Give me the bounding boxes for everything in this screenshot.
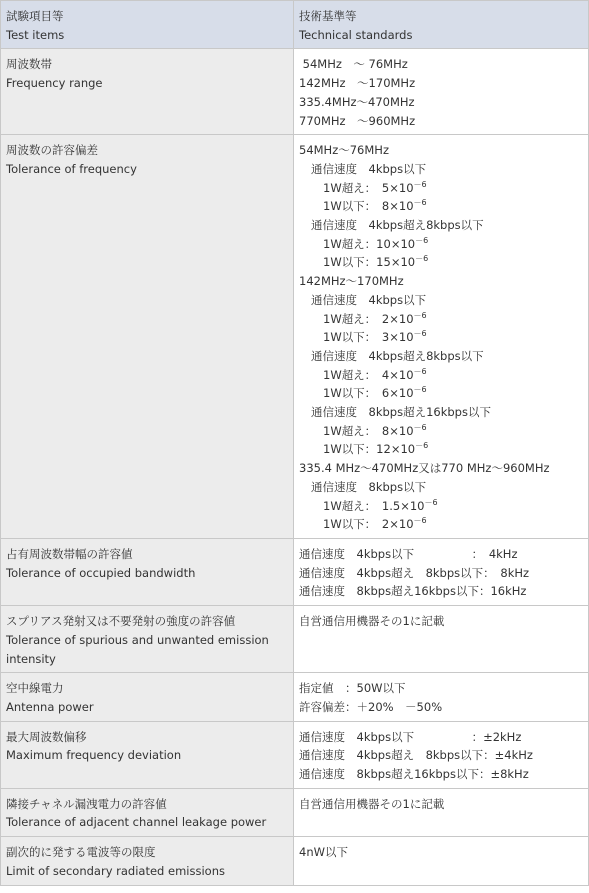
exponent: －6 bbox=[424, 497, 438, 507]
test-item-en: Limit of secondary radiated emissions bbox=[6, 863, 225, 878]
test-item-cell bbox=[1, 135, 294, 539]
standard-line bbox=[299, 422, 583, 441]
exponent: －6 bbox=[413, 179, 427, 189]
table-row bbox=[1, 135, 589, 539]
standard-line-text: 1W超え： 4×10 bbox=[323, 367, 414, 382]
exponent: －6 bbox=[413, 516, 427, 526]
standard-line-text: 1W以下： 2×10 bbox=[323, 517, 414, 532]
test-item-cell bbox=[1, 788, 294, 836]
test-item-cell bbox=[1, 606, 294, 673]
test-item-en: Tolerance of occupied bandwidth bbox=[6, 565, 196, 580]
test-item-ja: 周波数の許容偏差 bbox=[6, 143, 98, 158]
standard-line-text: 通信速度 8kbps以下 bbox=[311, 479, 427, 494]
standard-line: 通信速度 4kbps超え 8kbps以下：±4kHz bbox=[299, 748, 533, 763]
standard-line-text: 通信速度 4kbps以下 bbox=[311, 292, 427, 307]
standard-line: 自営通信用機器その1に記載 bbox=[299, 796, 445, 811]
table-row bbox=[1, 673, 589, 721]
standard-cell bbox=[294, 721, 589, 788]
standard-line: 通信速度 8kbps超え16kbps以下：±8kHz bbox=[299, 767, 529, 782]
standard-line bbox=[299, 515, 583, 534]
standard-cell bbox=[294, 538, 589, 605]
standard-line: 許容偏差：＋20% －50% bbox=[299, 699, 443, 714]
test-item-ja: スプリアス発射又は不要発射の強度の許容値 bbox=[6, 614, 236, 629]
test-item-en: Tolerance of adjacent channel leakage power bbox=[6, 815, 267, 830]
standard-line-text: 1W超え： 5×10 bbox=[323, 180, 414, 195]
standard-line bbox=[299, 478, 583, 497]
test-item-ja: 副次的に発する電波等の限度 bbox=[6, 845, 156, 860]
standard-line-text: 1W以下： 6×10 bbox=[323, 386, 414, 401]
standard-line: 770MHz ～960MHz bbox=[299, 113, 416, 128]
table-row bbox=[1, 721, 589, 788]
exponent: －6 bbox=[415, 235, 429, 245]
table-body bbox=[1, 1, 589, 886]
standard-line-text: 通信速度 4kbps超え8kbps以下 bbox=[311, 218, 484, 233]
standard-line bbox=[299, 366, 583, 385]
test-item-en: Tolerance of spurious and unwanted emission intensity bbox=[6, 632, 269, 666]
test-item-cell bbox=[1, 721, 294, 788]
standard-line bbox=[299, 347, 583, 366]
standard-line-text: 1W超え： 1.5×10 bbox=[323, 498, 425, 513]
exponent: －6 bbox=[413, 422, 427, 432]
standard-line-text: 1W超え： 8×10 bbox=[323, 423, 414, 438]
standard-line: 54MHz ～ 76MHz bbox=[299, 57, 408, 72]
standard-line-text: 通信速度 8kbps超え16kbps以下 bbox=[311, 405, 491, 420]
standard-line-text: 1W以下：12×10 bbox=[323, 442, 416, 457]
standard-cell bbox=[294, 788, 589, 836]
test-item-ja: 空中線電力 bbox=[6, 681, 64, 696]
standard-line-text: 1W以下：15×10 bbox=[323, 255, 416, 270]
test-item-en: Tolerance of frequency bbox=[6, 161, 137, 176]
exponent: －6 bbox=[413, 198, 427, 208]
standard-line: 142MHz ～170MHz bbox=[299, 76, 416, 91]
test-item-en: Antenna power bbox=[6, 699, 94, 714]
test-item-en: Maximum frequency deviation bbox=[6, 748, 182, 763]
test-item-cell bbox=[1, 673, 294, 721]
standard-line bbox=[299, 197, 583, 216]
table-row bbox=[1, 606, 589, 673]
standard-line bbox=[299, 272, 583, 291]
standard-line: 通信速度 4kbps以下 ： 4kHz bbox=[299, 546, 518, 561]
standard-line-text: 1W超え：10×10 bbox=[323, 236, 416, 251]
standard-line-text: 54MHz～76MHz bbox=[299, 143, 389, 158]
standard-line: 335.4MHz～470MHz bbox=[299, 94, 415, 109]
standard-line bbox=[299, 141, 583, 160]
test-item-ja: 占有周波数帯幅の許容値 bbox=[6, 546, 133, 561]
standard-line bbox=[299, 310, 583, 329]
standard-line-text: 335.4 MHz～470MHz又は770 MHz～960MHz bbox=[299, 461, 550, 476]
table-row bbox=[1, 788, 589, 836]
standard-line bbox=[299, 291, 583, 310]
test-item-cell bbox=[1, 538, 294, 605]
exponent: －6 bbox=[415, 254, 429, 264]
standard-line-text: 通信速度 4kbps以下 bbox=[311, 161, 427, 176]
test-item-ja: 最大周波数偏移 bbox=[6, 729, 87, 744]
header-col2-ja: 技術基準等 bbox=[299, 9, 357, 23]
standard-line: 通信速度 4kbps超え 8kbps以下： 8kHz bbox=[299, 565, 530, 580]
standard-line-text: 1W超え： 2×10 bbox=[323, 311, 414, 326]
test-item-en: Frequency range bbox=[6, 76, 103, 91]
table-row bbox=[1, 49, 589, 135]
standard-line: 通信速度 8kbps超え16kbps以下：16kHz bbox=[299, 584, 527, 599]
standard-line-text: 1W以下： 8×10 bbox=[323, 199, 414, 214]
header-test-items bbox=[1, 1, 294, 49]
test-item-cell bbox=[1, 49, 294, 135]
standard-line-text: 1W以下： 3×10 bbox=[323, 330, 414, 345]
exponent: －6 bbox=[413, 329, 427, 339]
standard-line bbox=[299, 440, 583, 459]
table-row bbox=[1, 837, 589, 885]
standard-cell bbox=[294, 837, 589, 885]
standard-line bbox=[299, 328, 583, 347]
exponent: －6 bbox=[415, 441, 429, 451]
header-col1-en: Test items bbox=[6, 27, 65, 42]
header-col2-en: Technical standards bbox=[299, 27, 413, 42]
table-row bbox=[1, 538, 589, 605]
standard-line bbox=[299, 179, 583, 198]
standard-line: 通信速度 4kbps以下 ：±2kHz bbox=[299, 729, 522, 744]
standard-cell bbox=[294, 673, 589, 721]
header-col1-ja: 試験項目等 bbox=[6, 9, 64, 23]
standard-line-text: 142MHz～170MHz bbox=[299, 274, 404, 289]
standard-line-text: 通信速度 4kbps超え8kbps以下 bbox=[311, 348, 484, 363]
exponent: －6 bbox=[413, 310, 427, 320]
test-item-ja: 隣接チャネル漏洩電力の許容値 bbox=[6, 796, 167, 811]
header-technical-standards bbox=[294, 1, 589, 49]
standard-line bbox=[299, 253, 583, 272]
standard-cell bbox=[294, 135, 589, 539]
standard-cell bbox=[294, 606, 589, 673]
standard-cell bbox=[294, 49, 589, 135]
standard-line bbox=[299, 459, 583, 478]
standard-line bbox=[299, 235, 583, 254]
test-item-cell bbox=[1, 837, 294, 885]
exponent: －6 bbox=[413, 366, 427, 376]
standard-line: 指定値 ：50W以下 bbox=[299, 681, 406, 696]
standard-line bbox=[299, 216, 583, 235]
standard-line bbox=[299, 403, 583, 422]
standard-line: 自営通信用機器その1に記載 bbox=[299, 614, 445, 629]
standard-line bbox=[299, 384, 583, 403]
standard-line: 4nW以下 bbox=[299, 845, 348, 860]
exponent: －6 bbox=[413, 385, 427, 395]
standard-line bbox=[299, 497, 583, 516]
standard-line bbox=[299, 160, 583, 179]
test-item-ja: 周波数帯 bbox=[6, 57, 52, 72]
table-header-row bbox=[1, 1, 589, 49]
